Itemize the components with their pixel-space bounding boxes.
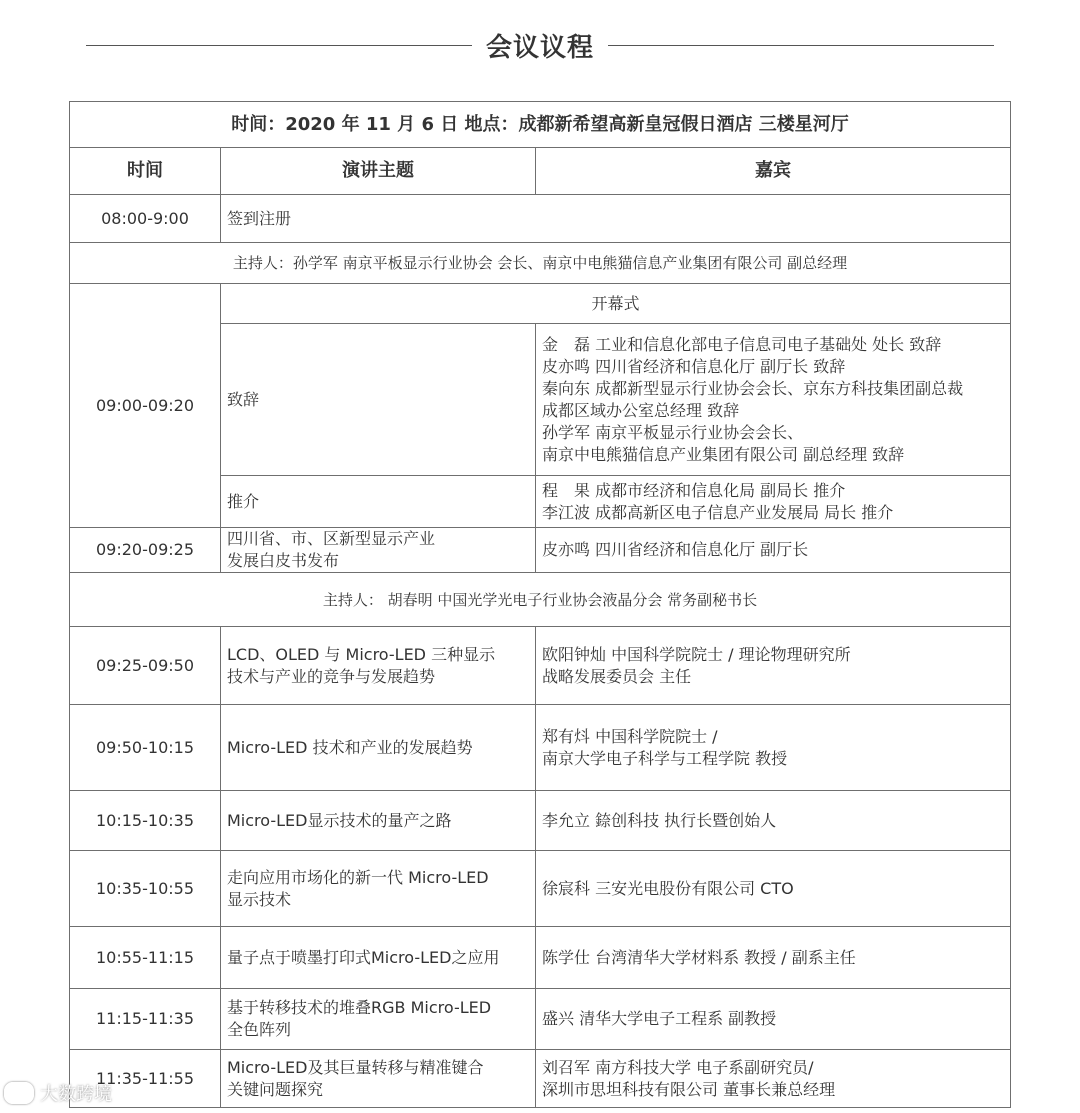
- topic-cell: [221, 1050, 536, 1108]
- header-guest: 嘉宾: [536, 148, 1011, 195]
- agenda-table: [69, 101, 1011, 1108]
- page-title: 会议议程: [486, 32, 595, 63]
- guest-line: 孙学军 南京平板显示行业协会会长、: [542, 422, 804, 442]
- title-divider-left: [86, 45, 472, 46]
- guest-line: 南京中电熊猫信息产业集团有限公司 副总经理 致辞: [542, 444, 905, 464]
- watermark-logo-icon: [4, 1082, 34, 1104]
- topic-cell: 签到注册: [221, 195, 1011, 243]
- topic-cell: [221, 851, 536, 927]
- guest-cell: [536, 989, 1011, 1050]
- guest-line: 皮亦鸣 四川省经济和信息化厅 副厅长 致辞: [542, 356, 846, 376]
- topic-line: Micro-LED显示技术的量产之路: [227, 810, 452, 830]
- topic-line: 基于转移技术的堆叠RGB Micro-LED: [227, 998, 492, 1017]
- guest-line: 李江波 成都高新区电子信息产业发展局 局长 推介: [542, 502, 894, 522]
- time-cell: 09:20-09:25: [70, 528, 221, 573]
- opening-heading-row: [70, 284, 1011, 324]
- time-cell: 09:50-10:15: [70, 705, 221, 791]
- guest-cell: [536, 324, 1011, 476]
- topic-line: 发展白皮书发布: [227, 551, 340, 570]
- topic-line: 四川省、市、区新型显示产业: [227, 529, 436, 548]
- topic-cell: [221, 989, 536, 1050]
- info-row: [70, 102, 1011, 148]
- time-cell: 11:35-11:55: [70, 1050, 221, 1108]
- topic-line: 技术与产业的竞争与发展趋势: [227, 666, 436, 686]
- guest-line: 徐宸科 三安光电股份有限公司 CTO: [542, 878, 794, 898]
- header-topic: 演讲主题: [221, 148, 536, 195]
- guest-line: 战略发展委员会 主任: [542, 666, 692, 686]
- guest-cell: [536, 1050, 1011, 1108]
- topic-line: 走向应用市场化的新一代 Micro-LED: [227, 867, 489, 887]
- guest-line: 刘召军 南方科技大学 电子系副研究员/: [542, 1057, 814, 1077]
- topic-line: 显示技术: [227, 889, 292, 909]
- watermark-text: 大数跨境: [40, 1084, 112, 1105]
- table-row: [70, 195, 1011, 243]
- topic-cell: [221, 528, 536, 573]
- guest-line: 郑有炓 中国科学院院士 /: [542, 726, 718, 746]
- header-time: 时间: [70, 148, 221, 195]
- topic-line: 全色阵列: [227, 1020, 292, 1039]
- time-cell: 10:55-11:15: [70, 927, 221, 989]
- page-title-row: [86, 22, 994, 68]
- guest-line: 深圳市思坦科技有限公司 董事长兼总经理: [542, 1079, 836, 1099]
- guest-cell: [536, 927, 1011, 989]
- topic-cell: [221, 927, 536, 989]
- guest-line: 陈学仕 台湾清华大学材料系 教授 / 副系主任: [542, 947, 856, 967]
- time-cell: 10:35-10:55: [70, 851, 221, 927]
- time-cell: 10:15-10:35: [70, 791, 221, 851]
- topic-line: LCD、OLED 与 Micro-LED 三种显示: [227, 644, 496, 664]
- time-cell: 11:15-11:35: [70, 989, 221, 1050]
- table-row: [70, 791, 1011, 851]
- topic-line: Micro-LED 技术和产业的发展趋势: [227, 737, 473, 757]
- topic-cell: 推介: [221, 476, 536, 528]
- watermark: [4, 1078, 112, 1108]
- host-row: [70, 243, 1011, 284]
- guest-line: 成都区域办公室总经理 致辞: [542, 400, 740, 420]
- guest-cell: [536, 705, 1011, 791]
- info-cell: 时间：2020 年 11 月 6 日 地点：成都新希望高新皇冠假日酒店 三楼星河厅: [70, 102, 1011, 148]
- topic-cell: [221, 627, 536, 705]
- host-cell: 主持人： 胡春明 中国光学光电子行业协会液晶分会 常务副秘书长: [70, 573, 1011, 627]
- time-cell: 09:25-09:50: [70, 627, 221, 705]
- header-row: [70, 148, 1011, 195]
- guest-cell: 皮亦鸣 四川省经济和信息化厅 副厅长: [536, 528, 1011, 573]
- table-row: [70, 1050, 1011, 1108]
- host-row: [70, 573, 1011, 627]
- time-cell: 08:00-9:00: [70, 195, 221, 243]
- guest-line: 盛兴 清华大学电子工程系 副教授: [542, 1009, 777, 1028]
- guest-line: 南京大学电子科学与工程学院 教授: [542, 748, 788, 768]
- topic-line: 量子点于喷墨打印式Micro-LED之应用: [227, 947, 500, 967]
- guest-line: 程 果 成都市经济和信息化局 副局长 推介: [542, 480, 846, 500]
- topic-cell: 致辞: [221, 324, 536, 476]
- table-row: [70, 927, 1011, 989]
- topic-cell: [221, 705, 536, 791]
- table-row: [70, 989, 1011, 1050]
- table-row: [70, 705, 1011, 791]
- opening-heading: 开幕式: [221, 284, 1011, 324]
- time-cell: 09:00-09:20: [70, 284, 221, 528]
- guest-line: 欧阳钟灿 中国科学院院士 / 理论物理研究所: [542, 644, 851, 664]
- table-row: [70, 627, 1011, 705]
- topic-line: Micro-LED及其巨量转移与精准键合: [227, 1057, 484, 1077]
- guest-cell: [536, 476, 1011, 528]
- guest-cell: [536, 851, 1011, 927]
- guest-cell: [536, 791, 1011, 851]
- guest-line: 秦向东 成都新型显示行业协会会长、京东方科技集团副总裁: [542, 378, 964, 398]
- guest-line: 李允立 錼创科技 执行长暨创始人: [542, 810, 777, 830]
- topic-cell: [221, 791, 536, 851]
- host-cell: 主持人：孙学军 南京平板显示行业协会 会长、南京中电熊猫信息产业集团有限公司 副总经理: [70, 243, 1011, 284]
- table-row: [70, 851, 1011, 927]
- title-divider-right: [608, 45, 994, 46]
- guest-line: 金 磊 工业和信息化部电子信息司电子基础处 处长 致辞: [542, 334, 942, 354]
- table-row: [70, 528, 1011, 573]
- guest-cell: [536, 627, 1011, 705]
- topic-line: 关键问题探究: [227, 1079, 324, 1099]
